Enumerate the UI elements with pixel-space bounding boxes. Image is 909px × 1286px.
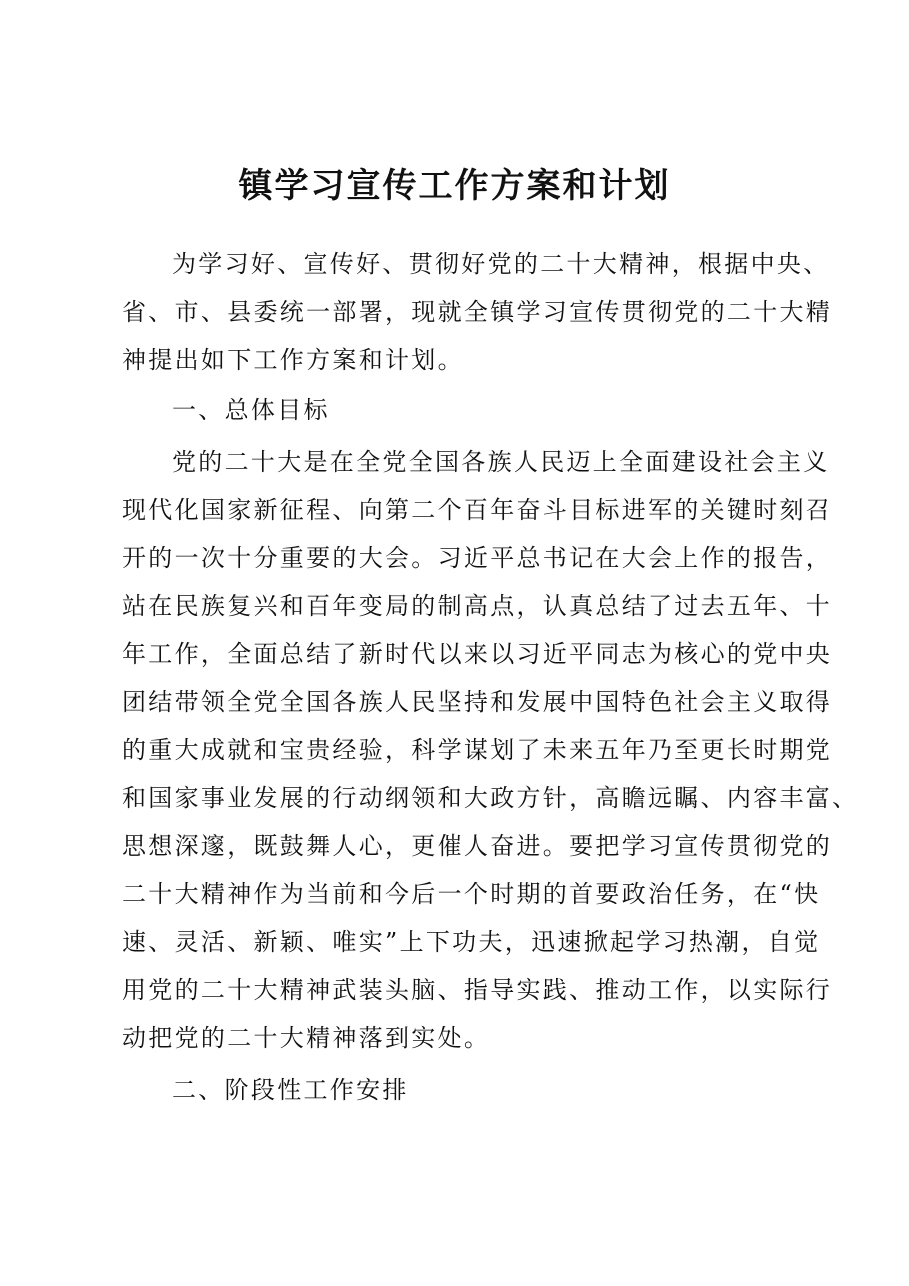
paragraph-1-line-1: 为学习好、宣传好、贯彻好党的二十大精神，根据中央、 xyxy=(172,250,830,278)
section-heading-1: 一、总体目标 xyxy=(172,396,330,424)
paragraph-2-line-6: 团结带领全党全国各族人民坚持和发展中国特色社会主义取得 xyxy=(122,688,833,716)
section-heading-2: 二、阶段性工作安排 xyxy=(172,1076,409,1104)
paragraph-2-line-9: 思想深邃，既鼓舞人心，更催人奋进。要把学习宣传贯彻党的 xyxy=(122,832,833,860)
paragraph-2-line-2: 现代化国家新征程、向第二个百年奋斗目标进军的关键时刻召 xyxy=(122,496,833,524)
document-title: 镇学习宣传工作方案和计划 xyxy=(238,166,671,206)
paragraph-2-line-3: 开的一次十分重要的大会。习近平总书记在大会上作的报告， xyxy=(122,544,833,572)
paragraph-2-line-10: 二十大精神作为当前和今后一个时期的首要政治任务，在“快 xyxy=(122,880,821,908)
paragraph-2-line-5: 年工作，全面总结了新时代以来以习近平同志为核心的党中央 xyxy=(122,640,833,668)
paragraph-2-line-13: 动把党的二十大精神落到实处。 xyxy=(122,1024,491,1052)
paragraph-2-line-11: 速、灵活、新颖、唯实”上下功夫，迅速掀起学习热潮，自觉 xyxy=(122,928,821,956)
paragraph-2-line-12: 用党的二十大精神武装头脑、指导实践、推动工作，以实际行 xyxy=(122,976,833,1004)
paragraph-1-line-3: 神提出如下工作方案和计划。 xyxy=(122,346,464,374)
paragraph-1-line-2: 省、市、县委统一部署，现就全镇学习宣传贯彻党的二十大精 xyxy=(122,298,833,326)
paragraph-2-line-8: 和国家事业发展的行动纲领和大政方针，高瞻远瞩、内容丰富、 xyxy=(122,784,859,812)
paragraph-2-line-1: 党的二十大是在全党全国各族人民迈上全面建设社会主义 xyxy=(172,448,830,476)
paragraph-2-line-4: 站在民族复兴和百年变局的制高点，认真总结了过去五年、十 xyxy=(122,592,833,620)
paragraph-2-line-7: 的重大成就和宝贵经验，科学谋划了未来五年乃至更长时期党 xyxy=(122,736,833,764)
